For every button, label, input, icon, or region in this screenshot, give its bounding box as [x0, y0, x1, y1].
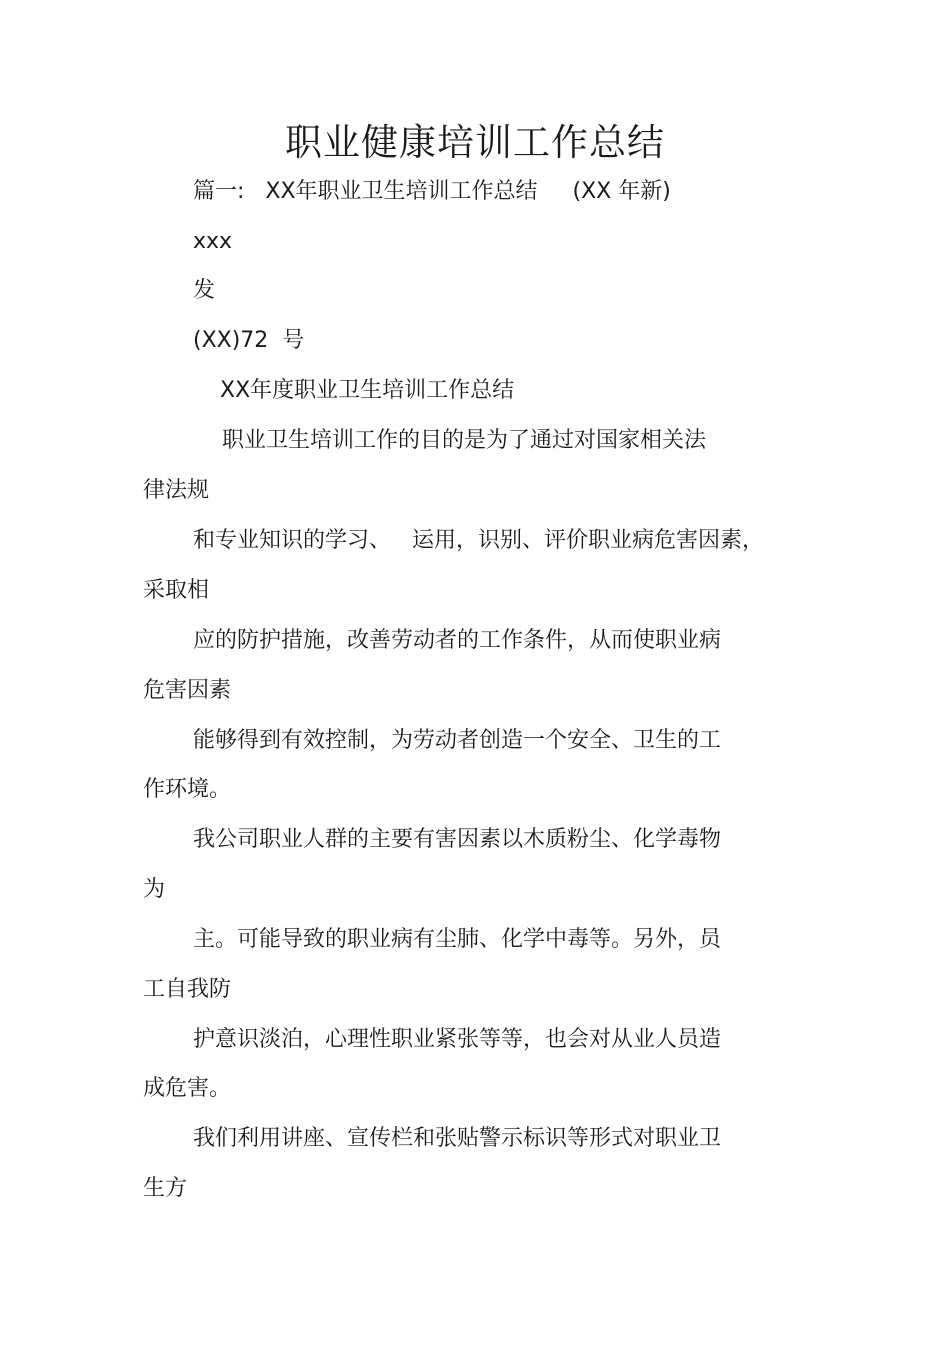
paragraph-line: 为 [143, 877, 166, 902]
paragraph-line: 能够得到有效控制，为劳动者创造一个安全、卫生的工 [193, 728, 722, 753]
paragraph-line: 律法规 [143, 478, 210, 503]
paragraph-line: 主。可能导致的职业病有尘肺、化学中毒等。另外，员 [193, 927, 722, 952]
text-line: (XX)72 号 [193, 328, 305, 353]
document-title: 职业健康培训工作总结 [285, 121, 665, 164]
section-heading: 篇一: XX年职业卫生培训工作总结 (XX 年新) [193, 179, 671, 204]
paragraph-line: 应的防护措施，改善劳动者的工作条件，从而使职业病 [193, 628, 722, 653]
text-line: 发 [193, 278, 216, 303]
paragraph-line: 工自我防 [143, 977, 232, 1002]
paragraph-line: 生方 [143, 1176, 188, 1201]
paragraph-line: 我们利用讲座、宣传栏和张贴警示标识等形式对职业卫 [193, 1126, 722, 1151]
paragraph-line: 危害因素 [143, 678, 232, 703]
text-line: xxx [193, 229, 233, 254]
subheading: XX年度职业卫生培训工作总结 [220, 378, 515, 403]
paragraph-line: 作环境。 [143, 777, 232, 802]
paragraph-line: 采取相 [143, 578, 210, 603]
paragraph-line: 成危害。 [143, 1076, 232, 1101]
paragraph-line: 和专业知识的学习、 运用，识别、评价职业病危害因素， [193, 528, 764, 553]
paragraph-line: 护意识淡泊，心理性职业紧张等等，也会对从业人员造 [193, 1027, 722, 1052]
paragraph-line: 职业卫生培训工作的目的是为了通过对国家相关法 [222, 428, 707, 453]
paragraph-line: 我公司职业人群的主要有害因素以木质粉尘、化学毒物 [193, 827, 722, 852]
